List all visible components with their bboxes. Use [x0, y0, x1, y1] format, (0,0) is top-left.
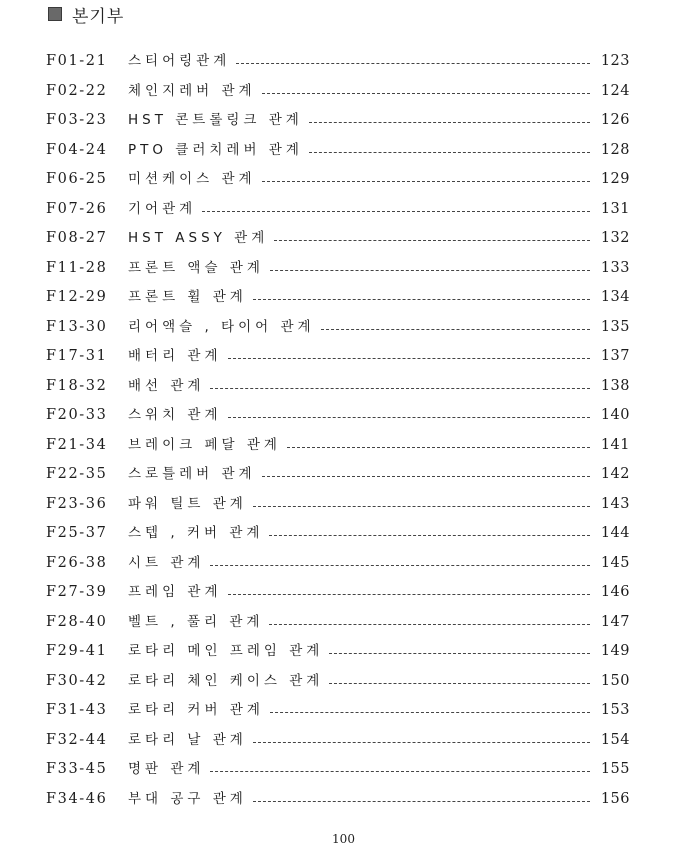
toc-entry[interactable]: [46, 490, 630, 520]
toc-entry-title: 스티어링관계: [128, 53, 231, 69]
toc-entry-title: 미션케이스 관계: [128, 171, 256, 187]
toc-entry[interactable]: [46, 372, 630, 402]
toc-entry-page: 137: [600, 348, 630, 364]
toc-entry[interactable]: [46, 77, 630, 107]
dash-leader: [269, 535, 590, 536]
toc-entry-title: 체인지레버 관계: [128, 82, 256, 99]
toc-entry-page: 134: [600, 289, 630, 305]
dash-leader: [329, 653, 590, 654]
toc-entry-code: F08-27: [46, 230, 108, 246]
dash-leader: [321, 329, 590, 330]
toc-entry-page: 149: [600, 643, 630, 659]
toc-entry-page: 147: [600, 613, 630, 630]
dash-leader: [210, 565, 590, 566]
toc-entry-title: 프레임 관계: [128, 584, 222, 600]
dash-leader: [270, 712, 590, 713]
toc-entry-page: 146: [600, 584, 630, 600]
section-header: [48, 2, 124, 26]
toc-entry-title: 프론트 액슬 관계: [128, 259, 264, 276]
dash-leader: [210, 388, 590, 389]
dash-leader: [309, 152, 590, 153]
toc-entry-code: F06-25: [46, 171, 108, 187]
toc-entry-page: 131: [600, 200, 630, 217]
toc-entry-code: F31-43: [46, 702, 108, 718]
toc-entry[interactable]: [46, 696, 630, 726]
toc-entry-code: F22-35: [46, 466, 108, 482]
toc-entry-page: 138: [600, 377, 630, 394]
dash-leader: [228, 417, 591, 418]
toc-entry[interactable]: [46, 195, 630, 225]
toc-entry-title: 배선 관계: [128, 377, 205, 394]
toc-entry-title: 브레이크 페달 관계: [128, 436, 281, 453]
dash-leader: [228, 594, 591, 595]
dash-leader: [262, 93, 590, 94]
toc-entry-page: 143: [600, 495, 630, 512]
dash-leader: [287, 447, 590, 448]
toc-entry-code: F34-46: [46, 790, 108, 807]
toc-entry-code: F23-36: [46, 495, 108, 512]
toc-entry[interactable]: [46, 224, 630, 254]
toc-entry-title: 벨트 , 풀리 관계: [128, 613, 264, 630]
section-title: 본기부: [72, 6, 125, 27]
toc-entry-title: 리어액슬 , 타이어 관계: [128, 318, 315, 335]
toc-entry-title: 스텝 , 커버 관계: [128, 525, 264, 541]
toc-entry-page: 123: [600, 53, 630, 69]
toc-entry-title: 기어관계: [128, 200, 197, 217]
toc-entry-title: HST ASSY 관계: [128, 230, 269, 246]
toc-entry-code: F21-34: [46, 436, 108, 453]
toc-entry[interactable]: [46, 313, 630, 343]
toc-entry[interactable]: [46, 755, 630, 785]
toc-entry-page: 124: [600, 82, 630, 99]
toc-entry-code: F20-33: [46, 407, 108, 423]
toc-entry[interactable]: [46, 667, 630, 697]
toc-entry-code: F27-39: [46, 584, 108, 600]
dash-leader: [253, 299, 590, 300]
dash-leader: [270, 270, 590, 271]
toc-entry-page: 126: [600, 112, 630, 128]
dash-leader: [269, 624, 590, 625]
toc-entry[interactable]: [46, 431, 630, 461]
dash-leader: [309, 122, 590, 123]
toc-entry-page: 129: [600, 171, 630, 187]
toc-entry-title: 부대 공구 관계: [128, 790, 247, 807]
toc-entry-code: F02-22: [46, 82, 108, 99]
toc-entry[interactable]: [46, 785, 630, 815]
toc-entry-page: 153: [600, 702, 630, 718]
toc-entry[interactable]: [46, 578, 630, 608]
toc-entry-page: 133: [600, 259, 630, 276]
toc-entry[interactable]: [46, 342, 630, 372]
toc-entry-title: HST 콘트롤링크 관계: [128, 112, 303, 128]
dash-leader: [262, 476, 590, 477]
toc-entry[interactable]: [46, 136, 630, 166]
dash-leader: [274, 240, 590, 241]
toc-entry-code: F03-23: [46, 112, 108, 128]
toc-entry-title: 프론트 휠 관계: [128, 289, 247, 305]
dash-leader: [262, 181, 590, 182]
toc-entry-title: 배터리 관계: [128, 348, 222, 364]
toc-entry-page: 155: [600, 761, 630, 777]
dash-leader: [329, 683, 590, 684]
toc-entry-page: 145: [600, 554, 630, 571]
toc-entry[interactable]: [46, 637, 630, 667]
toc-entry-page: 150: [600, 672, 630, 689]
toc-entry-title: 로타리 날 관계: [128, 731, 247, 748]
dash-leader: [228, 358, 591, 359]
toc-entry-code: F30-42: [46, 672, 108, 689]
toc-entry[interactable]: [46, 549, 630, 579]
toc-entry-code: F11-28: [46, 259, 108, 276]
toc-entry-title: 파워 틸트 관계: [128, 495, 247, 512]
toc-entry[interactable]: [46, 254, 630, 284]
toc-entry-code: F04-24: [46, 141, 108, 158]
square-bullet-icon: [48, 7, 62, 21]
toc-entry-page: 154: [600, 731, 630, 748]
toc-entry-page: 132: [600, 230, 630, 246]
toc-entry-title: 스위치 관계: [128, 407, 222, 423]
toc-entry-title: 시트 관계: [128, 554, 205, 571]
dash-leader: [253, 506, 590, 507]
dash-leader: [253, 742, 590, 743]
toc-entry[interactable]: [46, 460, 630, 490]
toc-entry-title: 명판 관계: [128, 761, 205, 777]
toc-entry[interactable]: [46, 519, 630, 549]
dash-leader: [202, 211, 590, 212]
toc-entry-title: 스로틀레버 관계: [128, 466, 256, 482]
toc-entry[interactable]: [46, 165, 630, 195]
toc-entry[interactable]: [46, 608, 630, 638]
toc-entry-page: 141: [600, 436, 630, 453]
toc-entry-code: F13-30: [46, 318, 108, 335]
toc-entry-title: PTO 클러치레버 관계: [128, 141, 303, 158]
toc-entry[interactable]: [46, 47, 630, 77]
toc-entry[interactable]: [46, 106, 630, 136]
toc-entry-code: F01-21: [46, 53, 108, 69]
toc-entry-code: F29-41: [46, 643, 108, 659]
toc-entry-title: 로타리 체인 케이스 관계: [128, 672, 324, 689]
toc-entry-page: 144: [600, 525, 630, 541]
toc-entry[interactable]: [46, 401, 630, 431]
toc-entry-page: 140: [600, 407, 630, 423]
page-number: 100: [332, 832, 355, 846]
toc-entry-code: F12-29: [46, 289, 108, 305]
toc-entry[interactable]: [46, 283, 630, 313]
toc-entry-code: F32-44: [46, 731, 108, 748]
toc-entry-page: 156: [600, 790, 630, 807]
toc-entry[interactable]: [46, 726, 630, 756]
toc-entry-title: 로타리 메인 프레임 관계: [128, 643, 324, 659]
toc-entry-title: 로타리 커버 관계: [128, 702, 264, 718]
dash-leader: [210, 771, 590, 772]
toc-entry-code: F28-40: [46, 613, 108, 630]
toc-entry-page: 135: [600, 318, 630, 335]
table-of-contents: [46, 47, 630, 814]
toc-entry-code: F33-45: [46, 761, 108, 777]
dash-leader: [253, 801, 590, 802]
toc-entry-code: F26-38: [46, 554, 108, 571]
toc-entry-code: F17-31: [46, 348, 108, 364]
dash-leader: [236, 63, 590, 64]
toc-entry-code: F18-32: [46, 377, 108, 394]
toc-entry-code: F25-37: [46, 525, 108, 541]
toc-entry-code: F07-26: [46, 200, 108, 217]
toc-entry-page: 142: [600, 466, 630, 482]
toc-entry-page: 128: [600, 141, 630, 158]
